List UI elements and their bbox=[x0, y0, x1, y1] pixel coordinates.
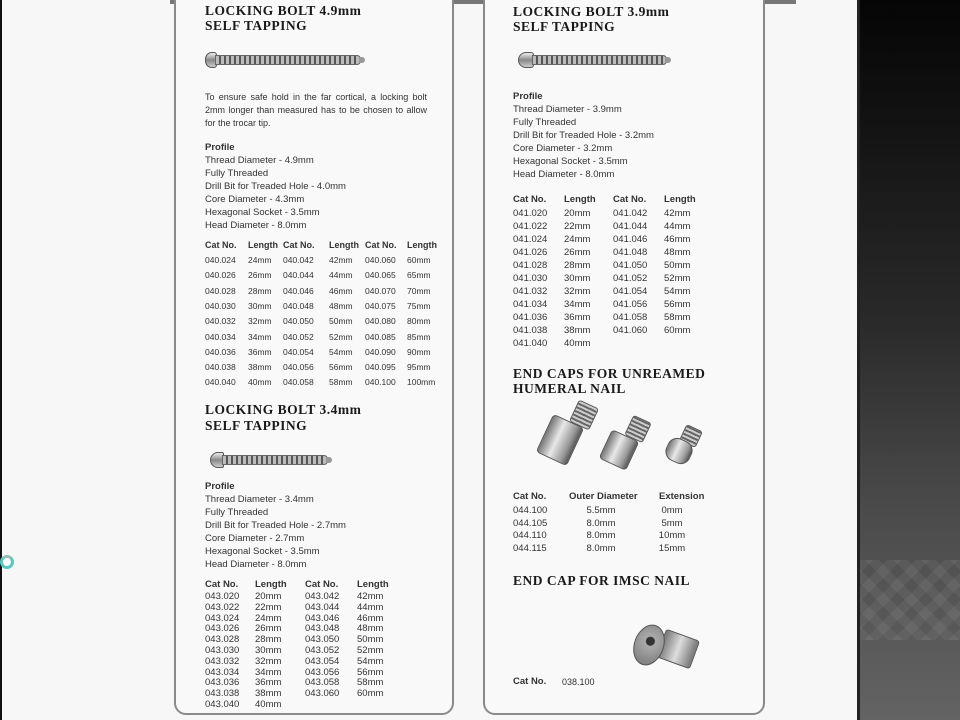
table-cell: 95mm bbox=[407, 362, 431, 373]
table-cell: 043.054 bbox=[305, 655, 340, 667]
table-cell: 041.054 bbox=[613, 286, 648, 297]
table-cell: 80mm bbox=[407, 316, 431, 327]
end-cap-large-image bbox=[535, 403, 605, 461]
table-cell: 44mm bbox=[357, 601, 384, 613]
profile-heading: Profile bbox=[205, 142, 235, 153]
table-cell: 52mm bbox=[664, 273, 691, 284]
table-cell: 56mm bbox=[357, 666, 384, 678]
profile-line: Fully Threaded bbox=[513, 117, 577, 128]
table-row bbox=[205, 301, 431, 311]
table-row bbox=[205, 688, 383, 699]
table-cell: 041.024 bbox=[513, 234, 548, 245]
table-cell: 10mm bbox=[658, 530, 686, 541]
profile-line: Hexagonal Socket - 3.5mm bbox=[513, 156, 628, 167]
table-cell: 24mm bbox=[255, 612, 282, 624]
table-cell: 041.022 bbox=[513, 221, 548, 232]
table-row bbox=[205, 699, 357, 710]
table-cell: 043.060 bbox=[305, 688, 340, 700]
table-cell: 041.042 bbox=[613, 208, 648, 219]
table-row bbox=[513, 234, 690, 245]
table-cell: 040.028 bbox=[205, 285, 236, 296]
table-header bbox=[513, 194, 696, 205]
table-cell: 90mm bbox=[407, 346, 431, 357]
table-cell: 30mm bbox=[564, 273, 591, 284]
table-cell: 60mm bbox=[664, 325, 691, 336]
end-cap-small-image bbox=[664, 427, 704, 467]
table-cell: 38mm bbox=[248, 362, 272, 373]
table-cell: 20mm bbox=[564, 208, 591, 219]
table-cell: 041.060 bbox=[613, 325, 648, 336]
table-cell: 48mm bbox=[357, 623, 384, 635]
table-cell: 040.024 bbox=[205, 255, 236, 265]
col-header: Cat No. bbox=[205, 240, 237, 250]
table-cell: 38mm bbox=[564, 325, 591, 336]
table-cell: 26mm bbox=[564, 247, 591, 258]
table-cell: 50mm bbox=[329, 316, 353, 327]
table-row bbox=[205, 645, 383, 656]
table-cell: 60mm bbox=[407, 255, 431, 265]
table-row bbox=[513, 299, 690, 310]
table-cell: 5.5mm bbox=[586, 505, 616, 516]
table-row bbox=[513, 518, 711, 529]
table-cell: 040.042 bbox=[283, 255, 314, 265]
table-cell: 043.030 bbox=[205, 645, 240, 656]
col-header: Cat No. bbox=[513, 194, 547, 205]
table-cell: 22mm bbox=[564, 221, 591, 232]
table-cell: 041.032 bbox=[513, 286, 548, 297]
table-header bbox=[205, 579, 389, 590]
table-cell: 44mm bbox=[664, 221, 691, 232]
table-cell: 8.0mm bbox=[586, 517, 616, 529]
profile-line: Head Diameter - 8.0mm bbox=[513, 169, 615, 180]
table-cell: 58mm bbox=[329, 377, 353, 388]
profile-line: Hexagonal Socket - 3.5mm bbox=[205, 207, 320, 218]
section-subtitle-end-caps: HUMERAL NAIL bbox=[513, 381, 626, 396]
table-cell: 041.034 bbox=[513, 299, 548, 310]
bolt-4.9-note: To ensure safe hold in the far cortical, a locking bolt 2mm longer than measured has to be chosen to allow for the trocar tip. bbox=[205, 92, 427, 128]
table-cell: 040.090 bbox=[365, 346, 396, 357]
table-row bbox=[513, 505, 711, 516]
table-cell: 040.030 bbox=[205, 300, 236, 311]
table-cell: 30mm bbox=[255, 645, 282, 656]
table-cell: 52mm bbox=[329, 331, 353, 342]
table-row bbox=[205, 255, 431, 265]
table-cell: 040.054 bbox=[283, 346, 314, 357]
col-header: Cat No. bbox=[305, 579, 339, 590]
table-cell: 32mm bbox=[255, 655, 282, 667]
col-header: Extension bbox=[659, 491, 705, 502]
table-cell: 043.042 bbox=[305, 591, 340, 602]
table-cell: 58mm bbox=[357, 677, 384, 689]
table-cell: 46mm bbox=[664, 234, 691, 245]
table-cell: 044.115 bbox=[513, 542, 547, 554]
table-row bbox=[205, 591, 383, 602]
table-row bbox=[205, 602, 383, 613]
col-header: Length bbox=[407, 240, 437, 250]
table-cell: 043.046 bbox=[305, 612, 340, 624]
table-cell: 040.080 bbox=[365, 316, 396, 327]
table-row bbox=[205, 634, 383, 645]
table-cell: 043.032 bbox=[205, 655, 240, 667]
section-title-imsc: END CAP FOR IMSC NAIL bbox=[513, 573, 691, 588]
table-cell: 32mm bbox=[564, 286, 591, 297]
table-cell: 041.048 bbox=[613, 247, 648, 258]
table-cell: 56mm bbox=[329, 362, 353, 373]
profile-line: Core Diameter - 2.7mm bbox=[205, 533, 305, 544]
table-cell: 42mm bbox=[329, 255, 353, 265]
table-cell: 043.024 bbox=[205, 612, 240, 624]
table-cell: 50mm bbox=[357, 634, 384, 646]
table-cell: 40mm bbox=[248, 377, 272, 388]
table-cell: 040.065 bbox=[365, 270, 396, 281]
table-cell: 041.040 bbox=[513, 338, 548, 349]
table-row bbox=[205, 270, 431, 280]
imsc-cat-value: 038.100 bbox=[562, 677, 595, 687]
table-cell: 28mm bbox=[255, 634, 282, 646]
table-row bbox=[513, 530, 711, 541]
col-header: Cat No. bbox=[613, 194, 647, 205]
table-cell: 041.020 bbox=[513, 208, 548, 219]
table-cell: 60mm bbox=[357, 688, 384, 700]
table-cell: 50mm bbox=[664, 260, 691, 271]
table-cell: 54mm bbox=[329, 346, 353, 357]
table-cell: 30mm bbox=[248, 300, 272, 311]
table-cell: 38mm bbox=[255, 688, 282, 700]
table-cell: 85mm bbox=[407, 331, 431, 342]
table-cell: 040.026 bbox=[205, 270, 236, 281]
table-cell: 041.050 bbox=[613, 260, 648, 271]
table-row bbox=[513, 286, 690, 297]
section-title-bolt-3.9: LOCKING BOLT 3.9mm bbox=[513, 4, 670, 19]
table-cell: 041.036 bbox=[513, 312, 548, 323]
table-cell: 041.028 bbox=[513, 260, 548, 271]
table-cell: 40mm bbox=[564, 338, 591, 349]
table-cell: 56mm bbox=[664, 299, 691, 310]
table-row bbox=[205, 377, 435, 387]
end-cap-imsc-image bbox=[632, 620, 702, 675]
table-cell: 040.046 bbox=[283, 285, 314, 296]
table-cell: 040.056 bbox=[283, 362, 314, 373]
profile-line: Thread Diameter - 3.4mm bbox=[205, 494, 314, 505]
table-cell: 041.056 bbox=[613, 299, 648, 310]
col-header: Length bbox=[329, 240, 359, 250]
col-header: Outer Diameter bbox=[569, 491, 638, 502]
table-cell: 44mm bbox=[329, 270, 353, 281]
table-row bbox=[513, 273, 690, 284]
table-row bbox=[205, 362, 431, 372]
table-cell: 58mm bbox=[664, 312, 691, 323]
profile-line: Drill Bit for Treaded Hole - 3.2mm bbox=[513, 130, 654, 141]
table-cell: 0mm bbox=[661, 505, 683, 516]
table-cell: 040.100 bbox=[365, 377, 396, 388]
profile-line: Thread Diameter - 3.9mm bbox=[513, 104, 622, 115]
section-subtitle-bolt-3.4: SELF TAPPING bbox=[205, 418, 308, 433]
section-title-bolt-3.4: LOCKING BOLT 3.4mm bbox=[205, 402, 362, 417]
table-cell: 041.058 bbox=[613, 312, 648, 323]
table-cell: 043.034 bbox=[205, 666, 240, 678]
table-cell: 043.026 bbox=[205, 623, 240, 635]
table-cell: 8.0mm bbox=[586, 542, 616, 554]
table-cell: 040.058 bbox=[283, 377, 314, 388]
table-cell: 040.085 bbox=[365, 331, 396, 342]
end-cap-medium-image bbox=[600, 418, 658, 470]
loading-spinner-icon bbox=[0, 555, 14, 569]
table-cell: 040.095 bbox=[365, 362, 396, 373]
profile-line: Fully Threaded bbox=[205, 507, 269, 518]
table-cell: 46mm bbox=[329, 285, 353, 296]
profile-line: Head Diameter - 8.0mm bbox=[205, 220, 307, 231]
background-pattern bbox=[860, 560, 960, 640]
table-cell: 5mm bbox=[661, 517, 683, 529]
table-cell: 040.038 bbox=[205, 362, 236, 373]
profile-heading: Profile bbox=[205, 481, 235, 492]
table-cell: 20mm bbox=[255, 591, 282, 602]
table-cell: 24mm bbox=[248, 255, 272, 265]
table-cell: 040.052 bbox=[283, 331, 314, 342]
table-cell: 040.034 bbox=[205, 331, 236, 342]
table-cell: 54mm bbox=[664, 286, 691, 297]
section-title-bolt-4.9: LOCKING BOLT 4.9mm bbox=[205, 3, 362, 18]
table-row bbox=[513, 221, 690, 232]
section-subtitle-bolt-3.9: SELF TAPPING bbox=[513, 19, 616, 34]
table-row bbox=[513, 338, 664, 349]
table-cell: 46mm bbox=[357, 612, 384, 624]
table-cell: 044.105 bbox=[513, 517, 548, 529]
section-title-end-caps: END CAPS FOR UNREAMED bbox=[513, 366, 706, 381]
table-cell: 8.0mm bbox=[586, 530, 616, 541]
table-cell: 48mm bbox=[329, 300, 353, 311]
col-header: Length bbox=[255, 579, 287, 590]
table-cell: 041.046 bbox=[613, 234, 648, 245]
screw-4.9mm-image bbox=[205, 52, 365, 68]
table-cell: 34mm bbox=[248, 331, 272, 342]
table-cell: 043.052 bbox=[305, 645, 340, 656]
table-cell: 043.036 bbox=[205, 677, 240, 689]
table-row bbox=[205, 332, 431, 342]
table-row bbox=[205, 677, 383, 688]
table-cell: 040.070 bbox=[365, 285, 396, 296]
table-cell: 041.038 bbox=[513, 325, 548, 336]
col-header: Cat No. bbox=[513, 491, 547, 502]
table-cell: 040.044 bbox=[283, 270, 314, 281]
col-header: Length bbox=[564, 194, 596, 205]
table-row bbox=[513, 208, 690, 219]
table-cell: 043.044 bbox=[305, 601, 340, 613]
table-row bbox=[205, 623, 383, 634]
table-cell: 28mm bbox=[248, 285, 272, 296]
table-cell: 041.044 bbox=[613, 221, 648, 232]
table-cell: 043.020 bbox=[205, 591, 240, 602]
table-cell: 36mm bbox=[248, 346, 272, 357]
table-cell: 100mm bbox=[407, 377, 436, 388]
table-cell: 34mm bbox=[564, 299, 591, 310]
table-cell: 043.022 bbox=[205, 601, 240, 613]
table-cell: 040.048 bbox=[283, 300, 314, 311]
window-left-edge bbox=[0, 0, 2, 720]
table-cell: 043.038 bbox=[205, 688, 240, 700]
table-cell: 42mm bbox=[664, 208, 691, 219]
screw-3.4mm-image bbox=[210, 452, 332, 468]
dark-background-side bbox=[857, 0, 960, 720]
col-header: Length bbox=[664, 194, 696, 205]
table-cell: 70mm bbox=[407, 285, 431, 296]
table-cell: 26mm bbox=[248, 270, 272, 281]
table-cell: 75mm bbox=[407, 300, 431, 311]
profile-line: Thread Diameter - 4.9mm bbox=[205, 155, 314, 166]
table-cell: 65mm bbox=[407, 270, 431, 281]
table-row bbox=[513, 325, 690, 336]
table-cell: 043.058 bbox=[305, 677, 340, 689]
table-row bbox=[205, 667, 383, 678]
section-subtitle-bolt-4.9: SELF TAPPING bbox=[205, 18, 308, 33]
table-row bbox=[205, 656, 383, 667]
col-header: Length bbox=[248, 240, 278, 250]
table-cell: 043.048 bbox=[305, 623, 340, 635]
table-cell: 36mm bbox=[564, 312, 591, 323]
table-cell: 52mm bbox=[357, 645, 384, 656]
table-cell: 36mm bbox=[255, 677, 282, 689]
table-cell: 043.040 bbox=[205, 699, 240, 710]
imsc-cat-label: Cat No. bbox=[513, 676, 547, 687]
profile-heading: Profile bbox=[513, 91, 543, 102]
col-header: Cat No. bbox=[283, 240, 315, 250]
col-header: Cat No. bbox=[365, 240, 397, 250]
table-row bbox=[205, 316, 431, 326]
table-cell: 32mm bbox=[248, 316, 272, 327]
table-cell: 044.110 bbox=[513, 530, 547, 541]
table-row bbox=[205, 347, 431, 357]
table-cell: 42mm bbox=[357, 591, 384, 602]
profile-line: Drill Bit for Treaded Hole - 2.7mm bbox=[205, 520, 346, 531]
table-cell: 043.056 bbox=[305, 666, 340, 678]
table-cell: 041.030 bbox=[513, 273, 548, 284]
table-cell: 041.052 bbox=[613, 273, 648, 284]
table-cell: 15mm bbox=[658, 542, 686, 554]
profile-line: Hexagonal Socket - 3.5mm bbox=[205, 546, 320, 557]
table-cell: 34mm bbox=[255, 666, 282, 678]
table-cell: 040.040 bbox=[205, 377, 236, 388]
table-cell: 040.032 bbox=[205, 316, 236, 327]
table-cell: 22mm bbox=[255, 601, 282, 613]
table-cell: 044.100 bbox=[513, 505, 548, 516]
table-cell: 48mm bbox=[664, 247, 691, 258]
table-cell: 043.050 bbox=[305, 634, 340, 646]
profile-line: Core Diameter - 4.3mm bbox=[205, 194, 305, 205]
table-header bbox=[205, 240, 437, 250]
table-cell: 043.028 bbox=[205, 634, 240, 646]
col-header: Cat No. bbox=[205, 579, 239, 590]
table-cell: 26mm bbox=[255, 623, 282, 635]
table-cell: 040.050 bbox=[283, 316, 314, 327]
profile-line: Head Diameter - 8.0mm bbox=[205, 559, 307, 570]
table-cell: 040.036 bbox=[205, 346, 236, 357]
table-header bbox=[513, 491, 704, 502]
table-row bbox=[205, 286, 431, 296]
table-cell: 041.026 bbox=[513, 247, 548, 258]
profile-line: Core Diameter - 3.2mm bbox=[513, 143, 613, 154]
screw-3.9mm-image bbox=[518, 52, 671, 68]
table-cell: 040.075 bbox=[365, 300, 396, 311]
col-header: Length bbox=[357, 579, 389, 590]
table-row bbox=[513, 247, 690, 258]
table-cell: 28mm bbox=[564, 260, 591, 271]
table-cell: 54mm bbox=[357, 655, 384, 667]
table-cell: 40mm bbox=[255, 699, 282, 710]
table-row bbox=[513, 260, 690, 271]
profile-line: Drill Bit for Treaded Hole - 4.0mm bbox=[205, 181, 346, 192]
table-cell: 24mm bbox=[564, 234, 591, 245]
table-row bbox=[513, 312, 690, 323]
table-cell: 040.060 bbox=[365, 255, 396, 265]
table-row bbox=[205, 613, 383, 624]
table-row bbox=[513, 543, 711, 554]
profile-line: Fully Threaded bbox=[205, 168, 269, 179]
